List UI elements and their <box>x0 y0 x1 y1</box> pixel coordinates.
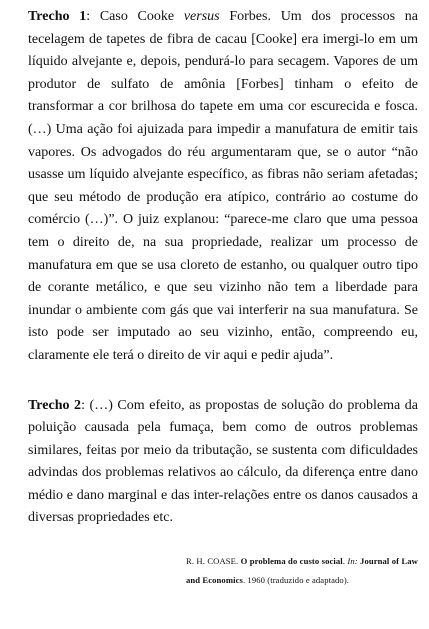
citation-in: In: <box>347 556 358 567</box>
source-citation <box>28 552 418 590</box>
citation-title: O problema do custo social <box>240 556 343 567</box>
paragraph-gap <box>28 368 418 395</box>
trecho-2-paragraph <box>28 395 418 531</box>
versus-word: versus <box>183 9 220 24</box>
trecho-1-label: Trecho 1 <box>28 9 87 24</box>
trecho-1-intro: : Caso Cooke <box>86 9 184 24</box>
trecho-2-label: Trecho 2 <box>28 397 82 413</box>
citation-author: R. H. COASE. <box>186 556 241 567</box>
trecho-1-paragraph <box>28 6 418 368</box>
citation-journal: Journal of Law and Economics <box>186 556 418 586</box>
citation-sep: . <box>342 556 348 567</box>
trecho-1-text: Forbes. Um dos processos na tecelagem de tapetes de fibra de cacau [Cooke] era imergi-lo em um líquido alvejante e, depois, pendurá-lo para secagem. Vapores de um produtor de sulfato de amônia [Forbes] tinham o efeito de transformar a cor brilhosa do tapete em uma cor escurecida e fosca. (…) Uma ação foi ajuizada para impedir a manufatura de emitir tais vapores. Os advogados do réu argumentaram que, se o autor “não usasse um líquido alvejante específico, as fibras não seriam afetadas; que seu método de produção era atípico, contrário ao costume do comércio (…)”. O juiz explanou: “parece-me claro que uma pessoa tem o direito de, na sua propriedade, realizar um processo de manufatura em que se usa cloreto de estanho, ou qualquer outro tipo de corante metálico, e que seu vizinho não tem a liberdade para inundar o ambiente com gás que vai interferir na sua manufatura. Se isto pode ser imputado ao seu vizinho, então, compreendo eu, claramente ele terá o direito de vir aqui e pedir ajuda”. <box>28 9 418 363</box>
citation-rest: . 1960 (traduzido e adaptado). <box>242 575 350 586</box>
trecho-2-text: : (…) Com efeito, as propostas de solução do problema da poluição causada pela fumaça, bem como de outros problemas similares, feitas por meio da tributação, se sustenta com dificuldades advindas dos problemas relativos ao cálculo, da diferença entre dano médio e dano marginal e das inter-relações entre os danos causados a diversas propriedades etc. <box>28 397 418 526</box>
